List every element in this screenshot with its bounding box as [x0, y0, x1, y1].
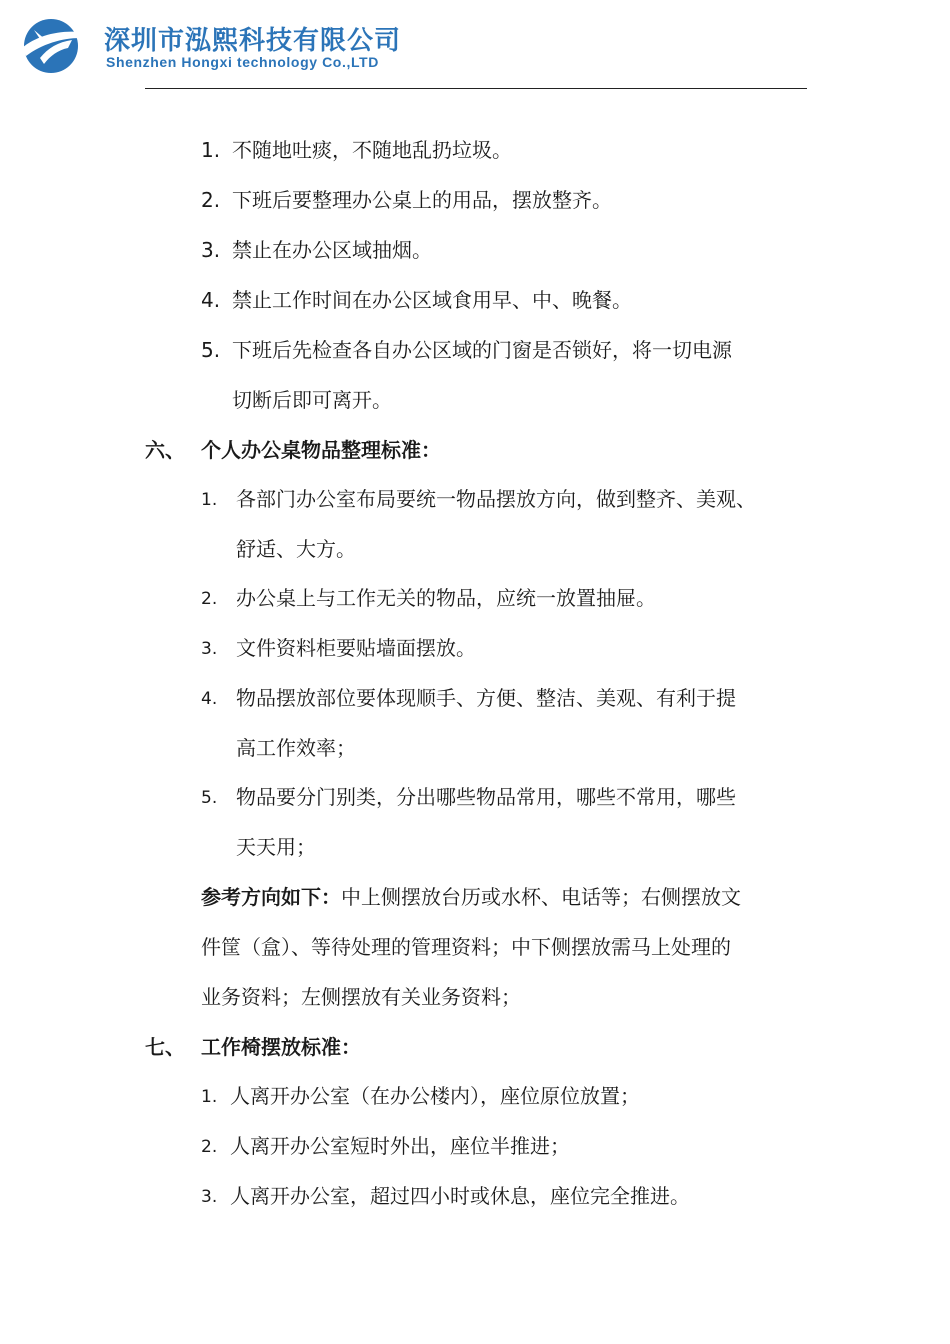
reference-text-continued: 件筐（盒）、等待处理的管理资料；中下侧摆放需马上处理的: [201, 935, 731, 959]
list-item-text-continued: 舒适、大方。: [236, 537, 356, 561]
list-item-number: 1.: [201, 1087, 218, 1107]
list-item-text-continued: 切断后即可离开。: [232, 388, 392, 412]
list-item-text: 人离开办公室，超过四小时或休息，座位完全推进。: [230, 1184, 690, 1208]
list-item-text: 文件资料柜要贴墙面摆放。: [236, 636, 476, 660]
section-6-title: 个人办公桌物品整理标准：: [201, 438, 441, 462]
list-item-text-continued: 天天用；: [236, 835, 316, 859]
list-item-number: 2.: [201, 188, 221, 212]
list-item-text-continued: 高工作效率；: [236, 736, 356, 760]
list-item-number: 3.: [201, 1187, 218, 1207]
list-item-number: 5.: [201, 338, 221, 362]
list-item-text: 禁止工作时间在办公区域食用早、中、晚餐。: [232, 288, 632, 312]
list-item-number: 1.: [201, 138, 221, 162]
list-item-text: 各部门办公室布局要统一物品摆放方向，做到整齐、美观、: [236, 487, 756, 511]
list-item-text: 人离开办公室短时外出，座位半推进；: [230, 1134, 570, 1158]
list-item-number: 3.: [201, 238, 221, 262]
list-item-text: 物品要分门别类，分出哪些物品常用，哪些不常用，哪些: [236, 785, 736, 809]
reference-text-continued: 业务资料；左侧摆放有关业务资料；: [201, 985, 521, 1009]
company-name-cn: 深圳市泓熙科技有限公司: [104, 26, 402, 56]
header-divider: [145, 88, 807, 89]
reference-text: 中上侧摆放台历或水杯、电话等；右侧摆放文: [341, 885, 741, 909]
reference-paragraph: [201, 884, 741, 910]
list-item-text: 下班后先检查各自办公区域的门窗是否锁好，将一切电源: [232, 338, 732, 362]
company-name-en: Shenzhen Hongxi technology Co.,LTD: [106, 54, 379, 70]
list-item-number: 2.: [201, 1137, 218, 1157]
list-item-number: 1.: [201, 490, 218, 510]
reference-label: 参考方向如下：: [201, 885, 341, 909]
list-item-text: 不随地吐痰，不随地乱扔垃圾。: [232, 138, 512, 162]
section-7-title: 工作椅摆放标准：: [201, 1035, 361, 1059]
list-item-number: 4.: [201, 288, 221, 312]
list-item-number: 5.: [201, 788, 218, 808]
list-item-number: 2.: [201, 589, 218, 609]
list-item-text: 人离开办公室（在办公楼内），座位原位放置；: [230, 1084, 640, 1108]
list-item-text: 物品摆放部位要体现顺手、方便、整洁、美观、有利于提: [236, 686, 736, 710]
section-7-number: 七、: [145, 1035, 185, 1059]
company-logo-icon: [18, 18, 84, 74]
list-item-text: 办公桌上与工作无关的物品，应统一放置抽屉。: [236, 586, 656, 610]
list-item-text: 禁止在办公区域抽烟。: [232, 238, 432, 262]
list-item-number: 3.: [201, 639, 218, 659]
list-item-number: 4.: [201, 689, 218, 709]
list-item-text: 下班后要整理办公桌上的用品，摆放整齐。: [232, 188, 612, 212]
section-6-number: 六、: [145, 438, 185, 462]
letterhead: [18, 18, 478, 78]
